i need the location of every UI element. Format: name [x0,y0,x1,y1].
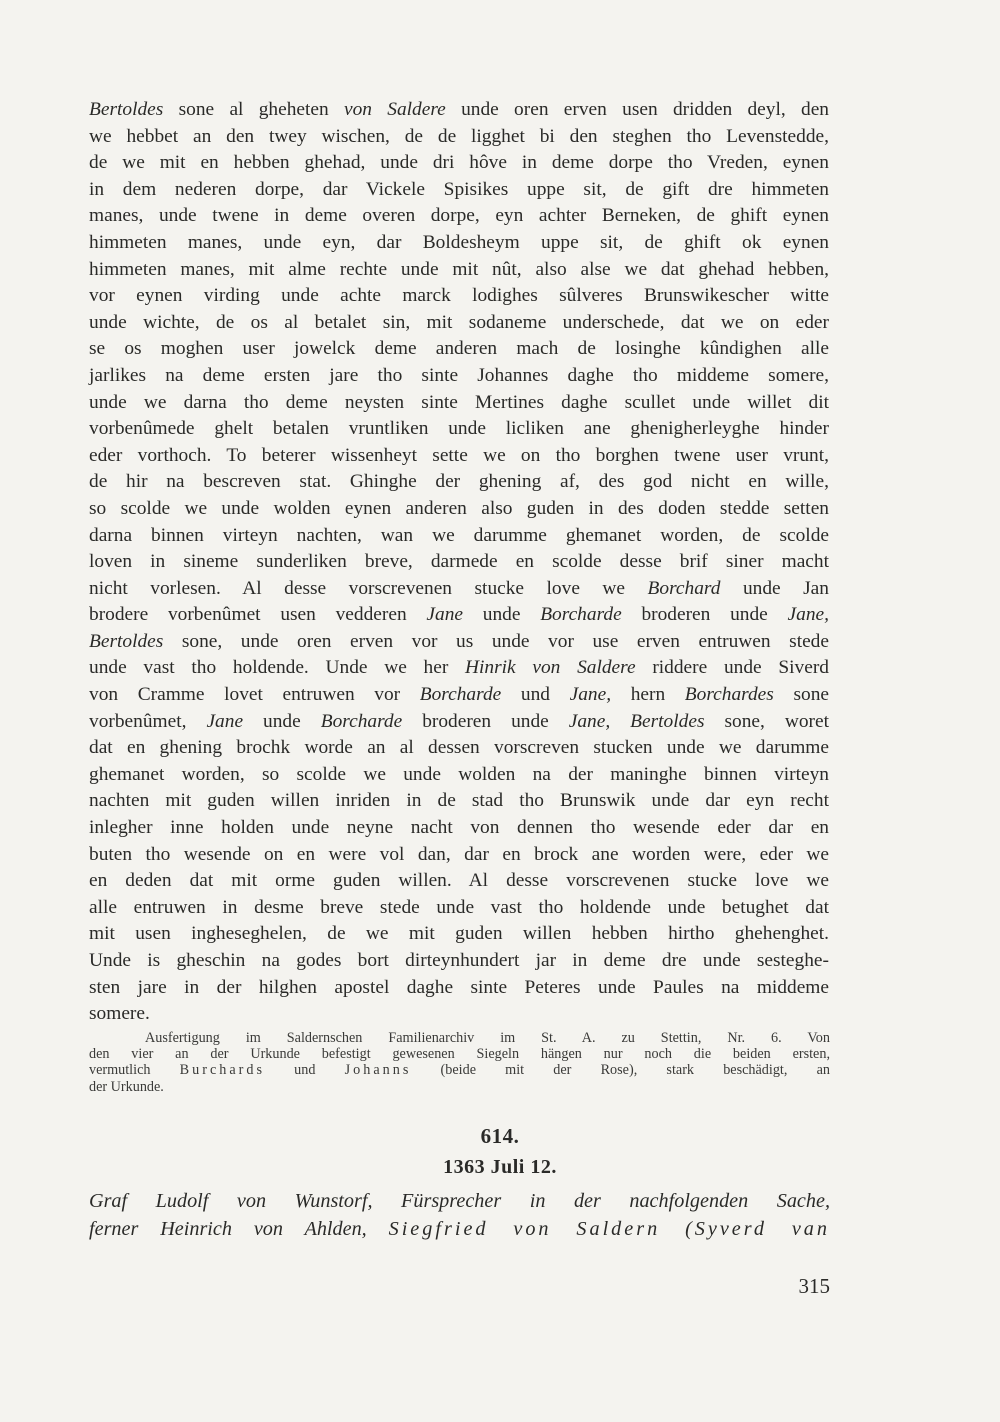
body-text-segment: vorbenûmet, [89,710,207,732]
body-text-segment: in dem nederen dorpe, dar Vickele Spisikes uppe sit, de gift dre himmeten [89,178,829,200]
body-text-segment: unde vast tho holdende. Unde we her [89,657,466,679]
body-text-segment: Borcharde [540,604,622,626]
body-text-line [89,177,829,204]
summary-text-segment: Siegfried von Saldern (Syverd van [388,1218,830,1240]
document-body-text [89,97,829,1028]
body-text-segment: Unde is gheschin na godes bort dirteynhundert jar in deme dre unde sesteghe- [89,950,829,971]
body-text-segment: ghemanet worden, so scolde we unde wolden na der maninghe binnen virteyn [89,763,829,785]
body-text-segment: Bertoldes [89,630,164,652]
body-text-segment: mit usen ingheseghelen, de we mit guden willen hebben hirtho ghehenghet. [89,923,829,945]
body-text-segment: sone, unde oren erven vor us unde vor use erven entruwen stede [163,630,829,652]
body-text-segment: broderen unde [402,710,569,732]
body-text-line [89,762,829,789]
body-text-segment: unde [463,604,541,626]
body-text-line [89,709,829,736]
body-text-segment: Borcharde [320,710,403,732]
body-text-line [89,124,829,151]
document-date: 1363 Juli 12. [443,1156,557,1178]
body-text-line [89,895,829,922]
summary-text-segment: Graf Ludolf von Wunstorf, Fürsprecher in der nachfolgenden Sache, [89,1190,830,1212]
summary-text-line [89,1215,830,1243]
body-text-segment: Borchardes [684,684,774,706]
body-text-segment: vor eynen virding unde achte marck lodighes sûlveres Brunswikescher witte [89,285,829,307]
body-text-line [89,150,829,177]
body-text-line [89,523,829,550]
body-text-line [89,788,829,815]
body-text-segment: de hir na bescreven stat. Ghinghe der ghening af, des god nicht en wille, [89,471,829,493]
body-text-segment: himmeten manes, mit alme rechte unde mit nût, also alse we dat ghehad hebben, [89,258,829,280]
note-text-segment: der Urkunde. [89,1078,164,1095]
body-text-line [89,629,829,656]
body-text-line [89,948,829,975]
body-text-segment: jarlikes na deme ersten jare tho sinte Johannes daghe tho middeme somere, [89,364,829,386]
summary-text-line [89,1187,830,1215]
body-text-line [89,682,829,709]
note-text-line [89,1046,830,1062]
body-text-line [89,576,829,603]
note-text-line [89,1079,830,1095]
body-text-line [89,1001,829,1028]
body-text-segment: nachten mit guden willen inriden in de stad tho Brunswik unde dar eyn recht [89,790,829,812]
body-text-line [89,310,829,337]
body-text-segment: Bertoldes [89,99,164,120]
note-text-segment: Johanns [344,1062,412,1079]
body-text-segment: dat en ghening brochk worde an al dessen vorscreven stucken unde we darumme [89,737,829,759]
body-text-segment: Jane [426,604,464,626]
body-text-segment: we hebbet an den twey wischen, de de ligghet bi den steghen tho Levenstedde, [89,125,829,147]
body-text-line [89,549,829,576]
note-text-line [89,1062,830,1078]
note-text-segment: Burchards [179,1062,265,1079]
body-text-segment: Borchard [647,577,721,599]
document-summary [89,1187,830,1243]
body-text-segment: unde wichte, de os al betalet sin, mit sodaneme underschede, dat we on eder [89,311,829,333]
body-text-line [89,230,829,257]
body-text-segment: se os moghen user jowelck deme anderen mach de losinghe kûndighen alle [89,338,829,360]
body-text-line [89,283,829,310]
body-text-line [89,390,829,417]
body-text-segment: Borcharde [419,684,502,706]
body-text-line [89,416,829,443]
document-number: 614. [480,1124,520,1148]
body-text-segment: unde Jan [720,577,829,599]
body-text-segment: buten tho wesende on en were vol dan, dar en brock ane worden were, eder we [89,843,829,865]
body-text-line [89,842,829,869]
body-text-segment: vorbenûmede ghelt betalen vruntliken unde licliken ane ghenigherleyghe hinder [89,418,829,440]
body-text-segment: de we mit en hebben ghehad, unde dri hôve in deme dorpe tho Vreden, eynen [89,152,829,174]
body-text-line [89,602,829,629]
body-text-line [89,815,829,842]
note-text-line [89,1030,830,1046]
body-text-line [89,363,829,390]
body-text-segment: hern [611,684,685,706]
body-text-segment: darna binnen virteyn nachten, wan we darumme ghemanet worden, de scolde [89,524,829,546]
body-text-segment: Jane, [569,684,612,706]
body-text-line [89,469,829,496]
note-text-segment: Ausfertigung im Saldernschen Familienarchiv im St. A. zu Stettin, Nr. 6. Von [145,1030,830,1046]
body-text-segment: und [501,684,570,706]
body-text-segment: en deden dat mit orme guden willen. Al desse vorscrevenen stucke love we [89,870,829,892]
source-note [89,1030,830,1095]
body-text-segment: riddere unde Siverd [635,657,829,679]
note-text-segment: und [264,1062,345,1079]
body-text-segment: Hinrik von Saldere [465,657,636,679]
body-text-line [89,97,829,124]
body-text-segment: unde oren erven usen dridden deyl, den [445,99,829,120]
body-text-segment: somere. [89,1003,150,1025]
body-text-segment: Jane [206,710,244,732]
body-text-line [89,496,829,523]
body-text-segment: brodere vorbenûmet usen vedderen [89,604,427,626]
summary-text-segment: ferner Heinrich von Ahlden, [89,1218,389,1240]
body-text-segment: loven in sineme sunderliken breve, darmede en scolde desse brif siner macht [89,551,829,573]
body-text-line [89,975,829,1002]
body-text-segment: so scolde we unde wolden eynen anderen also guden in des doden stedde setten [89,497,829,519]
body-text-segment: eder vorthoch. To beterer wissenheyt sette we on tho borghen twene user vrunt, [89,444,829,466]
note-text-segment: (beide mit der Rose), stark beschädigt, an [411,1062,830,1079]
body-text-line [89,203,829,230]
body-text-segment: Jane, [787,604,829,626]
body-text-segment: himmeten manes, unde eyn, dar Boldesheym uppe sit, de ghift ok eynen [89,231,829,253]
body-text-segment: sone al gheheten [163,99,344,120]
body-text-line [89,336,829,363]
body-text-segment: sone, woret [704,710,829,732]
body-text-segment: nicht vorlesen. Al desse vorscrevenen stucke love we [89,577,648,599]
body-text-segment: sten jare in der hilghen apostel daghe sinte Peteres unde Paules na middeme [89,976,829,998]
body-text-segment: von Cramme lovet entruwen vor [89,684,420,706]
body-text-line [89,443,829,470]
note-text-segment: den vier an der Urkunde befestigt gewesenen Siegeln hängen nur noch die beiden ersten, [89,1046,830,1063]
body-text-segment: Jane, Bertoldes [568,710,705,732]
body-text-segment: unde [243,710,321,732]
body-text-segment: inlegher inne holden unde neyne nacht von dennen tho wesende eder dar en [89,817,829,839]
note-text-segment: vermutlich [89,1062,180,1079]
body-text-segment: sone [773,684,829,706]
body-text-line [89,921,829,948]
body-text-segment: von Saldere [344,99,446,120]
page-number: 315 [798,1274,830,1298]
body-text-segment: broderen unde [621,604,788,626]
body-text-segment: manes, unde twene in deme overen dorpe, eyn achter Berneken, de ghift eynen [89,205,829,227]
body-text-line [89,735,829,762]
body-text-line [89,868,829,895]
body-text-segment: alle entruwen in desme breve stede unde vast tho holdende unde betughet dat [89,896,829,918]
body-text-segment: unde we darna tho deme neysten sinte Mertines daghe scullet unde willet dit [89,391,829,413]
body-text-line [89,655,829,682]
body-text-line [89,257,829,284]
